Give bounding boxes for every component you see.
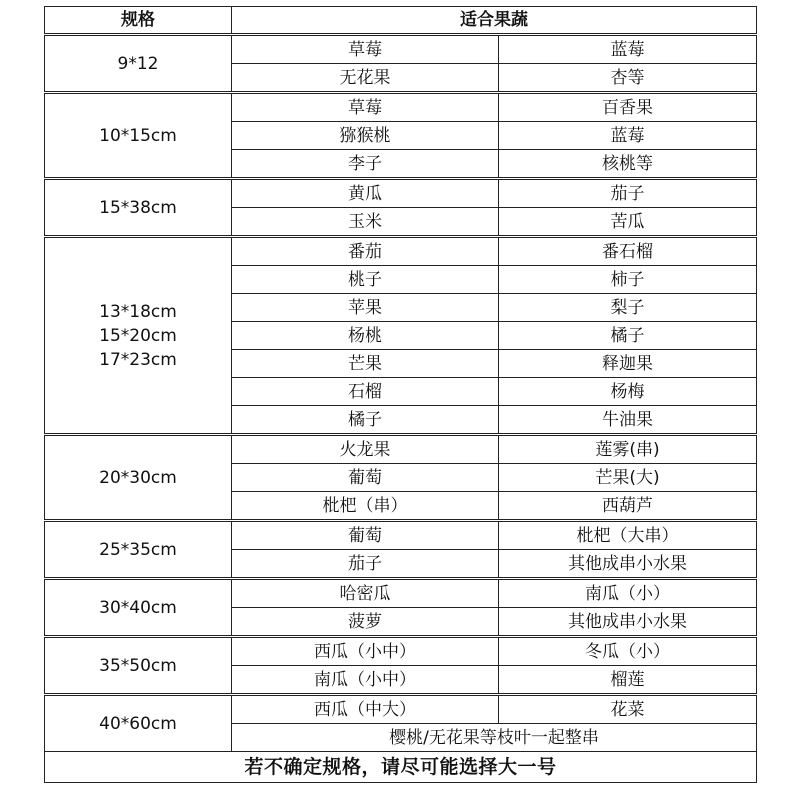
footer-note: 若不确定规格，请尽可能选择大一号 bbox=[45, 752, 757, 783]
fruit-cell: 枇杷（大串） bbox=[499, 521, 757, 550]
fruit-cell: 番石榴 bbox=[499, 237, 757, 266]
fruit-cell: 石榴 bbox=[232, 378, 499, 406]
header-row bbox=[45, 7, 757, 35]
spec-value: 13*18cm bbox=[99, 301, 177, 322]
fruit-cell: 柿子 bbox=[499, 266, 757, 294]
spec-cell bbox=[45, 521, 232, 579]
size-guide-table bbox=[44, 6, 757, 783]
fruit-cell: 牛油果 bbox=[499, 406, 757, 435]
fruit-cell: 杏等 bbox=[499, 64, 757, 93]
fruit-cell: 百香果 bbox=[499, 93, 757, 122]
fruit-cell: 茄子 bbox=[232, 550, 499, 579]
fruit-cell: 花菜 bbox=[499, 695, 757, 724]
spec-cell bbox=[45, 579, 232, 637]
header-spec: 规格 bbox=[45, 7, 232, 35]
fruit-cell: 其他成串小水果 bbox=[499, 550, 757, 579]
fruit-cell: 黄瓜 bbox=[232, 179, 499, 208]
fruit-cell: 菠萝 bbox=[232, 608, 499, 637]
fruit-cell: 葡萄 bbox=[232, 464, 499, 492]
fruit-cell: 莲雾(串) bbox=[499, 435, 757, 464]
fruit-cell: 哈密瓜 bbox=[232, 579, 499, 608]
spec-cell bbox=[45, 637, 232, 695]
table-body bbox=[45, 35, 757, 752]
spec-value: 10*15cm bbox=[99, 125, 177, 146]
table-row bbox=[45, 93, 757, 122]
spec-cell bbox=[45, 435, 232, 521]
fruit-cell: 芒果 bbox=[232, 350, 499, 378]
footer-row bbox=[45, 752, 757, 783]
fruit-cell: 南瓜（小） bbox=[499, 579, 757, 608]
fruit-cell: 无花果 bbox=[232, 64, 499, 93]
fruit-cell: 榴莲 bbox=[499, 666, 757, 695]
fruit-cell: 桃子 bbox=[232, 266, 499, 294]
fruit-cell: 葡萄 bbox=[232, 521, 499, 550]
fruit-cell: 核桃等 bbox=[499, 150, 757, 179]
fruit-cell: 冬瓜（小） bbox=[499, 637, 757, 666]
fruit-cell: 茄子 bbox=[499, 179, 757, 208]
spec-value: 17*23cm bbox=[99, 349, 177, 370]
fruit-cell: 西葫芦 bbox=[499, 492, 757, 521]
fruit-cell: 西瓜（小中） bbox=[232, 637, 499, 666]
fruit-cell: 番茄 bbox=[232, 237, 499, 266]
table-row bbox=[45, 521, 757, 550]
fruit-cell: 苦瓜 bbox=[499, 208, 757, 237]
spec-value: 30*40cm bbox=[99, 597, 177, 618]
spec-cell bbox=[45, 179, 232, 237]
spec-cell bbox=[45, 237, 232, 435]
fruit-cell: 苹果 bbox=[232, 294, 499, 322]
fruit-cell: 橘子 bbox=[499, 322, 757, 350]
fruit-cell: 橘子 bbox=[232, 406, 499, 435]
fruit-cell: 玉米 bbox=[232, 208, 499, 237]
table-row bbox=[45, 435, 757, 464]
spec-value: 20*30cm bbox=[99, 467, 177, 488]
spec-value: 15*38cm bbox=[99, 197, 177, 218]
fruit-cell: 其他成串小水果 bbox=[499, 608, 757, 637]
fruit-cell: 草莓 bbox=[232, 93, 499, 122]
fruit-cell: 杨桃 bbox=[232, 322, 499, 350]
fruit-cell: 芒果(大) bbox=[499, 464, 757, 492]
table-row bbox=[45, 35, 757, 64]
fruit-cell: 火龙果 bbox=[232, 435, 499, 464]
fruit-cell: 西瓜（中大） bbox=[232, 695, 499, 724]
spec-value: 15*20cm bbox=[99, 325, 177, 346]
table-row bbox=[45, 579, 757, 608]
table-row bbox=[45, 637, 757, 666]
fruit-cell: 樱桃/无花果等枝叶一起整串 bbox=[232, 724, 757, 752]
fruit-cell: 南瓜（小中） bbox=[232, 666, 499, 695]
table-row bbox=[45, 237, 757, 266]
spec-value: 35*50cm bbox=[99, 655, 177, 676]
fruit-cell: 杨梅 bbox=[499, 378, 757, 406]
spec-value: 25*35cm bbox=[99, 539, 177, 560]
spec-cell bbox=[45, 93, 232, 179]
fruit-cell: 枇杷（串） bbox=[232, 492, 499, 521]
fruit-cell: 释迦果 bbox=[499, 350, 757, 378]
spec-cell bbox=[45, 35, 232, 93]
fruit-cell: 蓝莓 bbox=[499, 122, 757, 150]
table-row bbox=[45, 695, 757, 724]
fruit-cell: 蓝莓 bbox=[499, 35, 757, 64]
fruit-cell: 草莓 bbox=[232, 35, 499, 64]
spec-value: 40*60cm bbox=[99, 713, 177, 734]
spec-value: 9*12 bbox=[117, 53, 159, 74]
fruit-cell: 猕猴桃 bbox=[232, 122, 499, 150]
table-row bbox=[45, 179, 757, 208]
fruit-cell: 梨子 bbox=[499, 294, 757, 322]
spec-cell bbox=[45, 695, 232, 752]
header-fruits: 适合果蔬 bbox=[232, 7, 757, 35]
fruit-cell: 李子 bbox=[232, 150, 499, 179]
